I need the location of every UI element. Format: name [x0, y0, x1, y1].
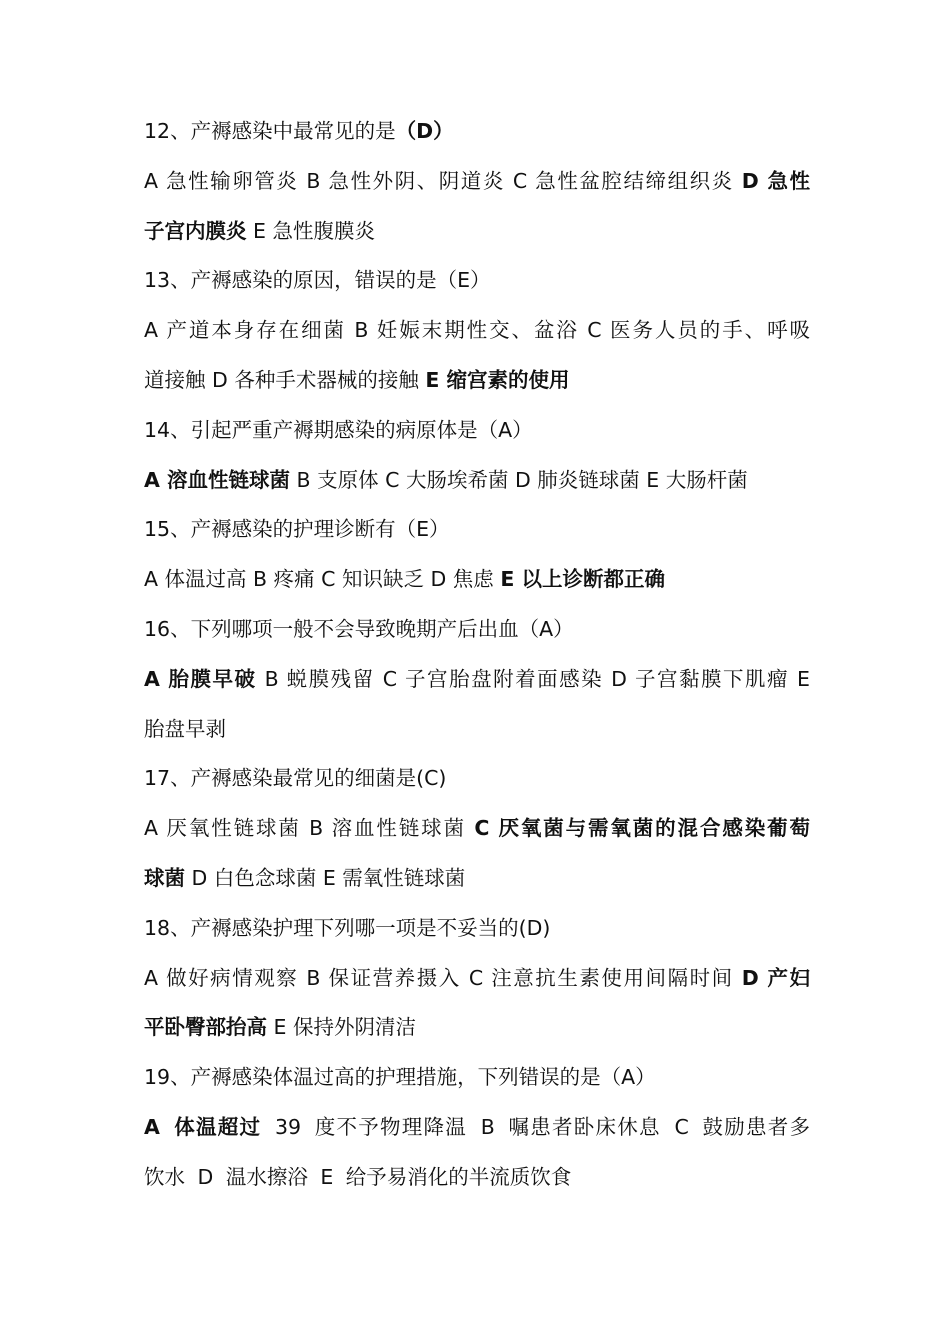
question-15-options-line-1: [144, 555, 810, 605]
question-12-options-line-1: [144, 157, 810, 207]
question-19-stem: [144, 1053, 810, 1103]
option-text: 道接触 D 各种手术器械的接触: [144, 367, 426, 392]
question-12-stem: [144, 107, 810, 157]
question-17-options-line-2: [144, 854, 810, 904]
question-15-stem: [144, 505, 810, 555]
option-text: A 产道本身存在细菌 B 妊娠末期性交、盆浴 C 医务人员的手、呼吸: [144, 318, 810, 343]
option-text: A 做好病情观察 B 保证营养摄入 C 注意抗生素使用间隔时间: [144, 965, 742, 990]
option-text: B 蜕膜残留 C 子宫胎盘附着面感染 D 子宫黏膜下肌瘤 E: [256, 666, 810, 691]
stem-text: 12、产褥感染中最常见的是: [144, 119, 396, 143]
option-text-bold: C 厌氧菌与需氧菌的混合感染葡萄: [474, 816, 810, 841]
stem-text: 15、产褥感染的护理诊断有（E）: [144, 517, 450, 542]
question-16-stem: [144, 605, 810, 655]
question-19-options-line-2: [144, 1153, 810, 1203]
stem-text: 16、下列哪项一般不会导致晚期产后出血（A）: [144, 616, 574, 641]
question-17-stem: [144, 754, 810, 804]
option-text: E 保持外阴清洁: [267, 1015, 416, 1040]
stem-text: 17、产褥感染最常见的细菌是(C): [144, 766, 447, 791]
question-13-stem: [144, 256, 810, 306]
option-text: A 体温过高 B 疼痛 C 知识缺乏 D 焦虑: [144, 567, 501, 592]
option-text-bold: D 产妇: [741, 965, 811, 990]
option-text-bold: 球菌: [144, 865, 185, 890]
option-text-bold: E 缩宫素的使用: [425, 367, 570, 392]
stem-text: 14、引起严重产褥期感染的病原体是（A）: [144, 417, 533, 442]
question-13-options-line-1: [144, 306, 810, 356]
option-text-bold: 平卧臀部抬高: [144, 1015, 267, 1040]
question-18-stem: [144, 904, 810, 954]
option-text: D 白色念球菌 E 需氧性链球菌: [185, 865, 466, 890]
option-text-bold: 子宫内膜炎: [144, 218, 247, 243]
question-18-options-line-1: [144, 954, 810, 1004]
question-13-options-line-2: [144, 356, 810, 406]
question-16-options-line-1: [144, 655, 810, 705]
question-12-options-line-2: [144, 207, 810, 257]
stem-text: 19、产褥感染体温过高的护理措施，下列错误的是（A）: [144, 1065, 656, 1090]
option-text: 胎盘早剥: [144, 716, 226, 741]
document-page: [144, 107, 810, 1203]
option-text-bold: E 以上诊断都正确: [500, 567, 665, 592]
option-text-bold: D 急性: [741, 168, 811, 193]
option-text: A 急性输卵管炎 B 急性外阴、阴道炎 C 急性盆腔结缔组织炎: [144, 168, 742, 193]
stem-text: 18、产褥感染护理下列哪一项是不妥当的(D): [144, 915, 551, 940]
question-19-options-line-1: [144, 1103, 810, 1153]
option-text: 39 度不予物理降温 B 嘱患者卧床休息 C 鼓励患者多: [261, 1114, 810, 1139]
question-16-options-line-2: [144, 705, 810, 755]
option-text-bold: A 胎膜早破: [144, 666, 257, 691]
option-text-bold: A 溶血性链球菌: [144, 467, 291, 492]
stem-text: 13、产褥感染的原因，错误的是（E）: [144, 268, 491, 293]
option-text: 饮水 D 温水擦浴 E 给予易消化的半流质饮食: [144, 1164, 572, 1189]
question-14-options-line-1: [144, 456, 810, 506]
option-text: E 急性腹膜炎: [246, 218, 375, 243]
answer-text: （D）: [395, 119, 454, 143]
option-text: A 厌氧性链球菌 B 溶血性链球菌: [144, 816, 475, 841]
option-text-bold: A 体温超过: [144, 1114, 262, 1139]
option-text: B 支原体 C 大肠埃希菌 D 肺炎链球菌 E 大肠杆菌: [290, 467, 748, 492]
question-17-options-line-1: [144, 804, 810, 854]
question-18-options-line-2: [144, 1003, 810, 1053]
question-14-stem: [144, 406, 810, 456]
